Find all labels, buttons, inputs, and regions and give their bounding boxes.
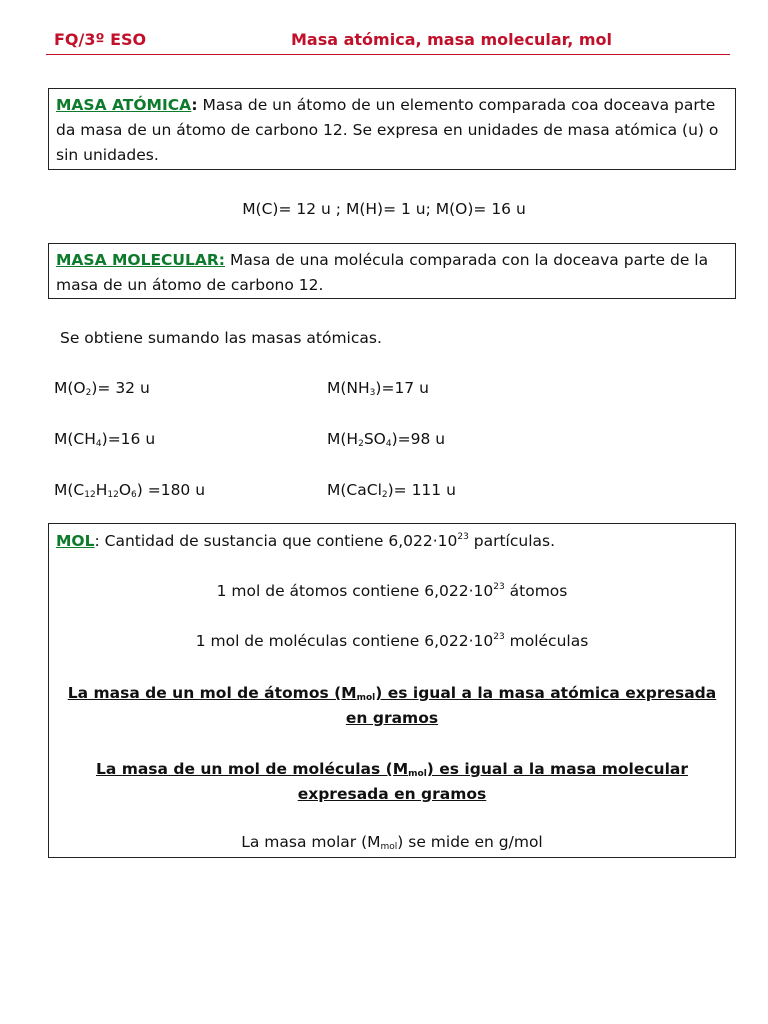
mol-atoms-line: 1 mol de átomos contiene $6,022\cdot 10^{23}$ átomos xyxy=(216,582,568,600)
mol-term: MOL xyxy=(56,532,95,550)
molecule-nh3: $M(NH_3)=17$ u xyxy=(327,379,429,398)
mol-definition: MOL: Cantidad de sustancia que contiene $6,022\cdot 10^{23}$ partículas. xyxy=(56,532,556,550)
molecule-h2so4: $M(H_2SO_4)=98$ u xyxy=(327,430,446,449)
molecule-glucose: $M(C_{12}H_{12}O_6) =180$ u xyxy=(54,481,206,500)
molecule-o2: $M(O_2)= 32$ u xyxy=(54,379,150,398)
mol-atoms-rule-line1: La masa de un mol de átomos $(M_{mol})$ es igual a la masa atómica expresada xyxy=(67,684,717,703)
mol-molecules-rule-line2: expresada en gramos xyxy=(297,785,487,803)
molecular-mass-term: MASA MOLECULAR: xyxy=(56,251,226,269)
molecular-mass-box xyxy=(48,243,736,299)
molecule-cacl2: M(CaCl$_2$)= 111 u xyxy=(327,481,456,500)
mol-atoms-rule-line2: en gramos xyxy=(345,709,439,727)
sum-note: Se obtiene sumando las masas atómicas. xyxy=(60,329,382,347)
mol-box xyxy=(48,523,736,858)
atomic-mass-definition: MASA ATÓMICA: Masa de un átomo de un elemento comparada coa doceava parte da masa de un átomo de carbono 12. Se expresa en unidades de masa atómica (u) o sin unidades. xyxy=(56,96,719,164)
molar-mass-unit-line: La masa molar $(M_{mol})$ se mide en g/mol xyxy=(241,833,543,852)
atomic-mass-term: MASA ATÓMICA xyxy=(56,96,192,114)
atomic-mass-examples: M(C)= 12 u ; M(H)= 1 u; M(O)= 16 u xyxy=(242,200,526,218)
molecular-mass-definition: MASA MOLECULAR: Masa de una molécula comparada con la doceava parte de la masa de un átomo de carbono 12. xyxy=(56,251,709,294)
header-rule xyxy=(46,54,730,55)
page-header xyxy=(54,30,730,56)
mol-molecules-rule-line1: La masa de un mol de moléculas $(M_{mol})$ es igual a la masa molecular xyxy=(95,760,689,779)
page-title: Masa atómica, masa molecular, mol xyxy=(291,30,612,49)
course-label: FQ/3º ESO xyxy=(54,30,147,49)
mol-molecules-line: 1 mol de moléculas contiene $6,022\cdot 10^{23}$ moléculas xyxy=(195,632,589,650)
molecule-ch4: $M(CH_4)=16$ u xyxy=(54,430,156,449)
atomic-mass-box xyxy=(48,88,736,170)
